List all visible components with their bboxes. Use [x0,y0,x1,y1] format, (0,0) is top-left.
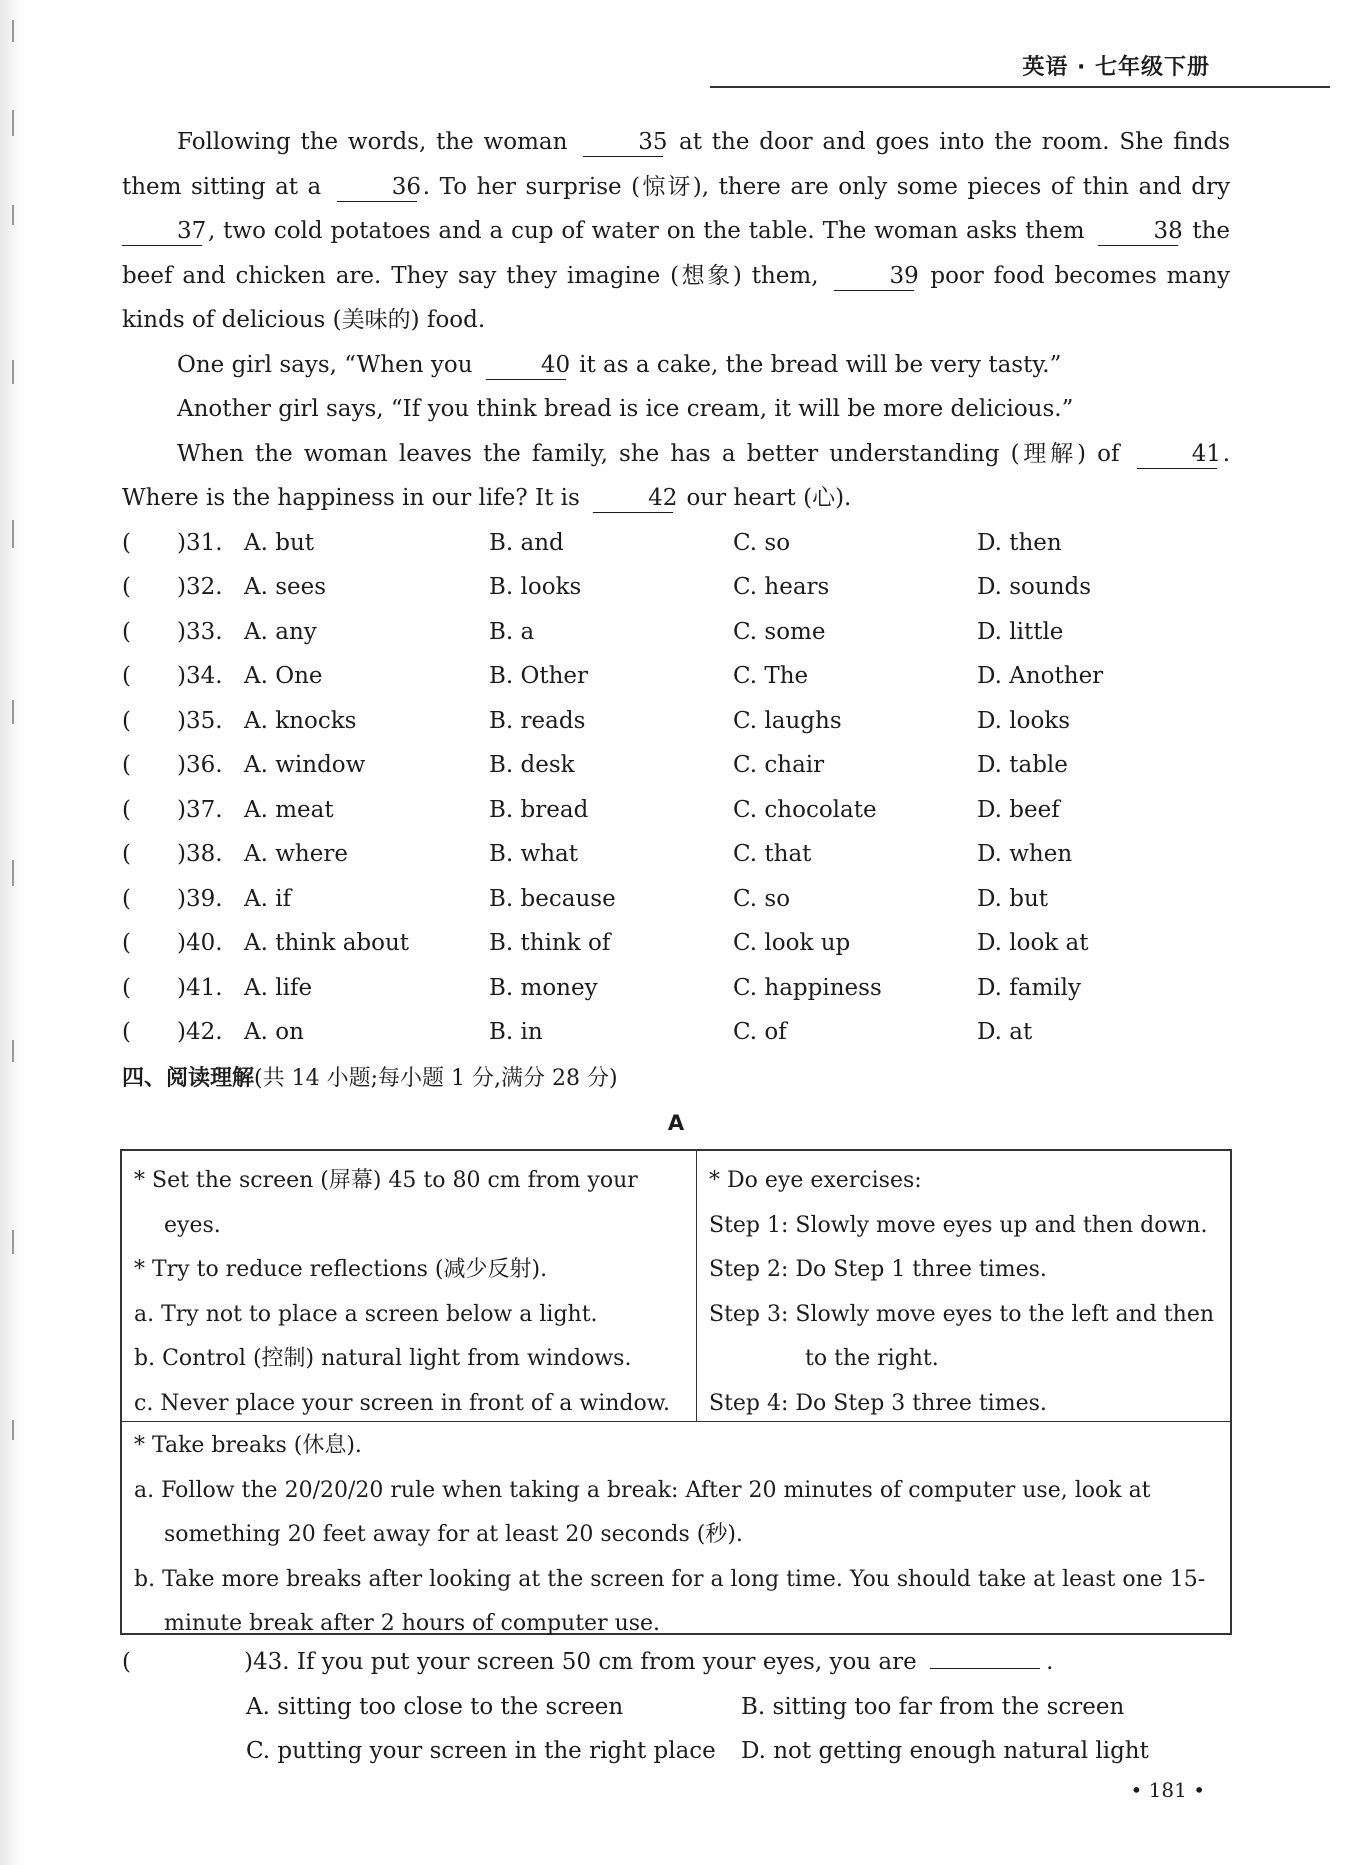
answer-paren[interactable]: ( [122,1019,131,1045]
table-left-cell [122,1151,697,1421]
option-c[interactable]: C. look up [733,930,851,956]
question-number: )34. [177,663,223,689]
choice-row [122,521,1230,566]
question-number: )37. [177,796,223,823]
edge-mark [12,205,14,225]
tip-item: a. Follow the 20/20/20 rule when taking a break: After 20 minutes of computer use, look at something 20 feet away for at least 20 seconds (秒). [134,1477,1151,1547]
question-number: )32. [177,574,223,600]
answer-paren[interactable]: ( [122,885,131,912]
option-b[interactable]: B. bread [489,796,589,823]
edge-mark [12,1230,14,1254]
option-d[interactable]: D. beef [977,796,1060,823]
answer-paren[interactable]: ( [122,974,131,1001]
choice-row [122,832,1230,877]
question-number: )31. [177,529,223,556]
option-a[interactable]: A. on [244,1019,304,1045]
option-a[interactable]: A. any [244,618,317,645]
question-number: )39. [177,885,223,912]
option-d[interactable]: D. look at [977,930,1089,956]
section-title: 四、阅读理解 [122,1065,255,1091]
option-d[interactable]: D. but [977,885,1049,912]
choice-row [122,788,1230,833]
table-bottom-row [122,1422,1230,1647]
blank-39[interactable]: 39 [834,262,914,291]
passage-text: . To her surprise (惊讶), there are only some pieces of thin and dry [422,173,1230,200]
tip-item: a. Try not to place a screen below a light. [134,1301,598,1327]
section-heading [122,1057,1230,1102]
option-b[interactable]: B. reads [489,707,586,734]
passage-text: One girl says, “When you [177,351,473,378]
option-b[interactable]: B. desk [489,752,575,778]
passage-label: A [667,1111,685,1135]
main-content [122,120,1230,1145]
passage-text: Following the words, the woman [177,129,568,155]
passage-text: at the door and goes into the room. She finds them sitting at a [122,129,1231,200]
choice-row [122,921,1230,966]
passage-paragraph-2 [122,343,1230,388]
option-b[interactable]: B. looks [489,574,582,600]
blank-38[interactable]: 38 [1098,217,1178,246]
question-text: . [1046,1649,1054,1675]
choice-row [122,966,1230,1011]
blank-41[interactable]: 41 [1137,440,1217,469]
passage-paragraph-3: Another girl says, “If you think bread is ice cream, it will be more delicious.” [177,396,1074,422]
option-c[interactable]: C. laughs [733,707,842,734]
edge-mark [12,20,14,42]
tip-item: b. Take more breaks after looking at the screen for a long time. You should take at least one 15-minute break after 2 hours of computer use. [134,1566,1206,1636]
option-c[interactable]: C. so [733,885,791,912]
question-number: )38. [177,841,223,867]
edge-mark [12,520,14,548]
header-rule [710,86,1330,88]
option-b[interactable]: B. because [489,885,616,912]
option-b[interactable]: B. a [489,618,535,645]
question-number: )35. [177,707,223,734]
step-item: Step 2: Do Step 1 three times. [709,1257,1047,1282]
choice-row [122,877,1230,922]
question-number: )41. [177,974,223,1001]
passage-text: poor food becomes many kinds of delicious (美味的) food. [122,262,1230,333]
tip-item: c. Never place your screen in front of a window. [134,1390,670,1416]
passage-text: it as a cake, the bread will be very tasty.” [579,351,1062,378]
answer-paren[interactable]: ( [122,707,131,734]
option-b[interactable]: B. what [489,841,578,867]
option-d[interactable]: D. then [977,529,1062,556]
passage-text: , two cold potatoes and a cup of water on the table. The woman asks them [208,218,1085,244]
blank-42[interactable]: 42 [593,484,673,513]
option-c[interactable]: C. chair [733,752,825,778]
page-number: • 181 • [1130,1778,1205,1802]
header-title: 英语 · 七年级下册 [1022,55,1210,80]
passage-text: the beef and chicken are. They say they imagine (想象) them, [122,218,1231,289]
option-a[interactable]: A. One [244,663,323,689]
blank-35[interactable]: 35 [583,128,663,157]
step-item: Step 4: Do Step 3 three times. [709,1390,1047,1416]
step-item: Step 3: Slowly move eyes to the left and then to the right. [709,1301,1215,1371]
edge-mark [12,1420,14,1440]
tip-item: b. Control (控制) natural light from windows. [134,1346,632,1371]
option-c[interactable]: C. The [733,663,809,689]
answer-paren[interactable]: ( [122,618,131,645]
option-c[interactable]: C. some [733,618,826,645]
option-b[interactable]: B. and [489,529,564,556]
tip-screen-distance: * Set the screen (屏幕) 45 to 80 cm from your eyes. [134,1168,638,1238]
option-a[interactable]: A. life [244,974,313,1001]
edge-mark [12,860,14,886]
passage-text: When the woman leaves the family, she has a better understanding (理解) of [177,440,1120,467]
choice-row [122,699,1230,744]
option-a[interactable]: A. sees [244,574,327,600]
option-d[interactable]: D. Another [977,663,1104,689]
step-item: Step 1: Slowly move eyes up and then down. [709,1212,1208,1238]
choice-row [122,743,1230,788]
option-a[interactable]: A. think about [244,930,410,956]
question-43-options [246,1685,1232,1774]
answer-paren[interactable]: ( [122,574,131,600]
option-b[interactable]: B. in [489,1019,543,1045]
option-b[interactable]: B. think of [489,930,611,956]
option-b[interactable]: B. sitting too far from the screen [741,1693,1125,1720]
blank-40[interactable]: 40 [486,351,566,380]
tip-eye-exercises: * Do eye exercises: [709,1168,922,1193]
blank-37[interactable]: 37 [122,217,202,246]
answer-paren[interactable]: ( [122,841,131,867]
question-number: )42. [177,1019,223,1045]
option-d[interactable]: D. not getting enough natural light [741,1738,1149,1764]
passage-text: our heart (心). [686,485,852,511]
option-a[interactable]: A. but [244,529,315,556]
multiple-choice-list [122,521,1230,1055]
answer-paren[interactable]: ( [122,663,131,689]
answer-paren[interactable]: ( [122,529,131,556]
option-c[interactable]: C. so [733,529,791,556]
option-c[interactable]: C. of [733,1019,787,1045]
option-d[interactable]: D. table [977,752,1068,778]
answer-paren[interactable]: ( [122,796,131,823]
option-c[interactable]: C. happiness [733,974,882,1001]
page-binding-edge [0,0,26,1865]
option-a[interactable]: A. meat [244,796,334,823]
option-d[interactable]: D. little [977,618,1064,645]
option-d[interactable]: D. sounds [977,574,1092,600]
question-number: )36. [177,752,223,778]
choice-row [122,565,1230,610]
passage-text: . Where is the happiness in our life? It is [122,440,1231,511]
edge-mark [12,700,14,724]
edge-mark [12,1040,14,1062]
question-43 [122,1640,1232,1774]
option-d[interactable]: D. when [977,841,1073,867]
option-c[interactable]: C. chocolate [733,796,877,823]
tip-reduce-reflections: * Try to reduce reflections (减少反射). [134,1257,548,1282]
choice-row [122,654,1230,699]
option-d[interactable]: D. at [977,1019,1033,1045]
passage-paragraph-1 [122,120,1230,343]
answer-blank[interactable] [930,1668,1040,1669]
option-c[interactable]: C. hears [733,574,830,600]
edge-mark [12,360,14,384]
answer-paren[interactable]: ( [122,752,131,778]
page-header [710,0,1330,80]
option-a[interactable]: A. if [244,885,292,912]
option-a[interactable]: A. where [244,841,348,867]
choice-row [122,610,1230,655]
eye-care-table [120,1149,1232,1635]
option-c[interactable]: C. that [733,841,812,867]
blank-36[interactable]: 36 [337,173,417,202]
question-number: )33. [177,618,223,645]
option-d[interactable]: D. looks [977,707,1071,734]
passage-paragraph-4 [122,432,1230,521]
tip-take-breaks: * Take breaks (休息). [134,1433,362,1458]
edge-mark [12,110,14,136]
section-note: (共 14 小题;每小题 1 分,满分 28 分) [254,1065,618,1091]
option-a[interactable]: A. sitting too close to the screen [246,1693,624,1720]
question-43-stem [122,1640,1232,1685]
option-a[interactable]: A. window [244,752,366,778]
answer-paren[interactable]: ( [122,1649,131,1675]
answer-paren[interactable]: ( [122,930,131,956]
option-c[interactable]: C. putting your screen in the right place [246,1738,716,1764]
option-b[interactable]: B. Other [489,663,589,689]
option-d[interactable]: D. family [977,974,1081,1001]
option-a[interactable]: A. knocks [244,707,357,734]
choice-row [122,1010,1230,1055]
question-text: )43. If you put your screen 50 cm from your eyes, you are [244,1649,917,1675]
option-b[interactable]: B. money [489,974,598,1001]
question-number: )40. [177,930,223,956]
table-right-cell [697,1151,1230,1421]
table-top-row [122,1151,1230,1422]
